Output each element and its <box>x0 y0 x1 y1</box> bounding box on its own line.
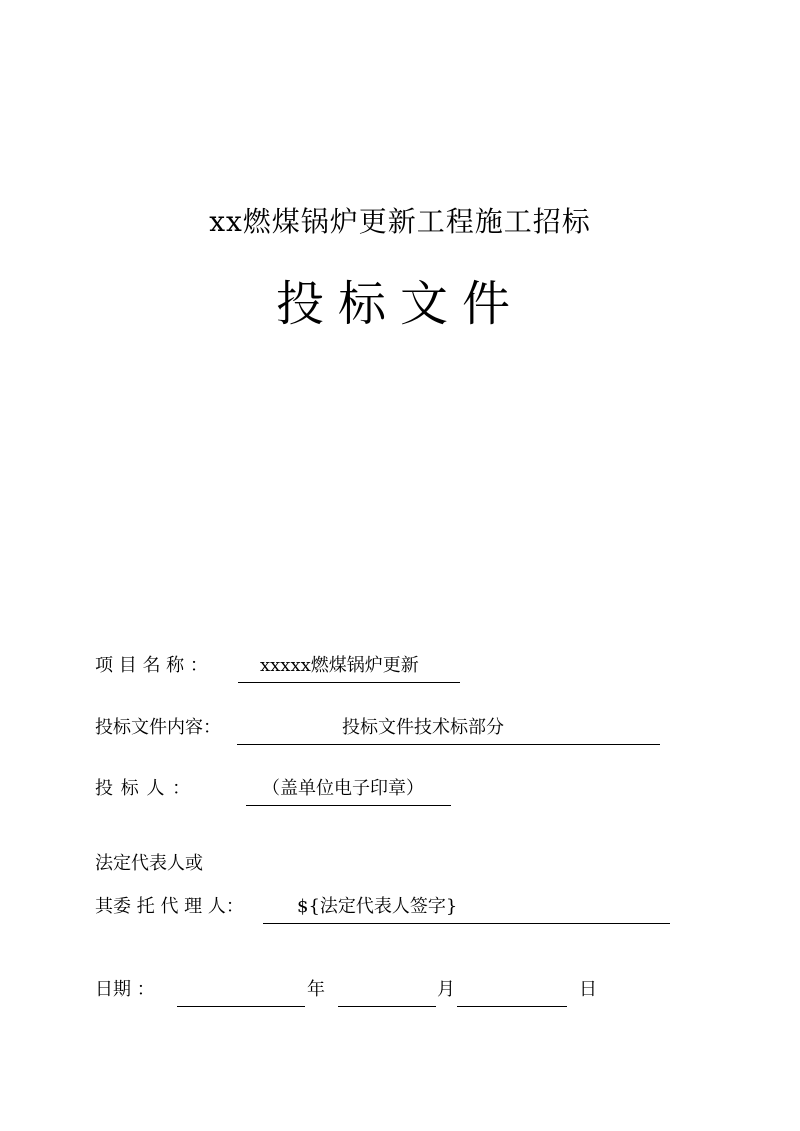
bidder-field <box>246 775 451 806</box>
bidder-row <box>95 775 424 803</box>
project-name-label: 项 目 名 称 ： <box>95 655 208 676</box>
project-title: xx燃煤锅炉更新工程施工招标 <box>209 205 591 238</box>
representative-value: ${法定代表人签字} <box>297 896 458 917</box>
representative-field <box>263 893 670 924</box>
day-field <box>457 976 567 1007</box>
content-label: 投标文件内容： <box>95 717 221 738</box>
document-title: 投标文件 <box>275 276 524 332</box>
representative-label: 其委 托 代 理 人： <box>95 896 244 917</box>
year-field <box>177 976 305 1007</box>
representative-row <box>95 893 458 921</box>
date-label: 日期 ： <box>95 979 155 1000</box>
bidder-value: （盖单位电子印章） <box>262 778 424 799</box>
month-label: 月 <box>437 979 455 1000</box>
project-name-field <box>238 652 460 683</box>
content-value: 投标文件技术标部分 <box>342 717 504 738</box>
representative-label-line1: 法定代表人或 <box>95 853 203 874</box>
month-field <box>338 976 436 1007</box>
project-name-row <box>95 652 419 680</box>
day-label: 日 <box>579 979 597 1000</box>
content-row <box>95 714 504 742</box>
content-field <box>237 714 660 745</box>
date-row <box>95 976 615 1006</box>
year-label: 年 <box>307 979 325 1000</box>
project-name-value: xxxxx燃煤锅炉更新 <box>260 655 419 676</box>
bidder-label: 投 标 人 ： <box>95 778 192 799</box>
